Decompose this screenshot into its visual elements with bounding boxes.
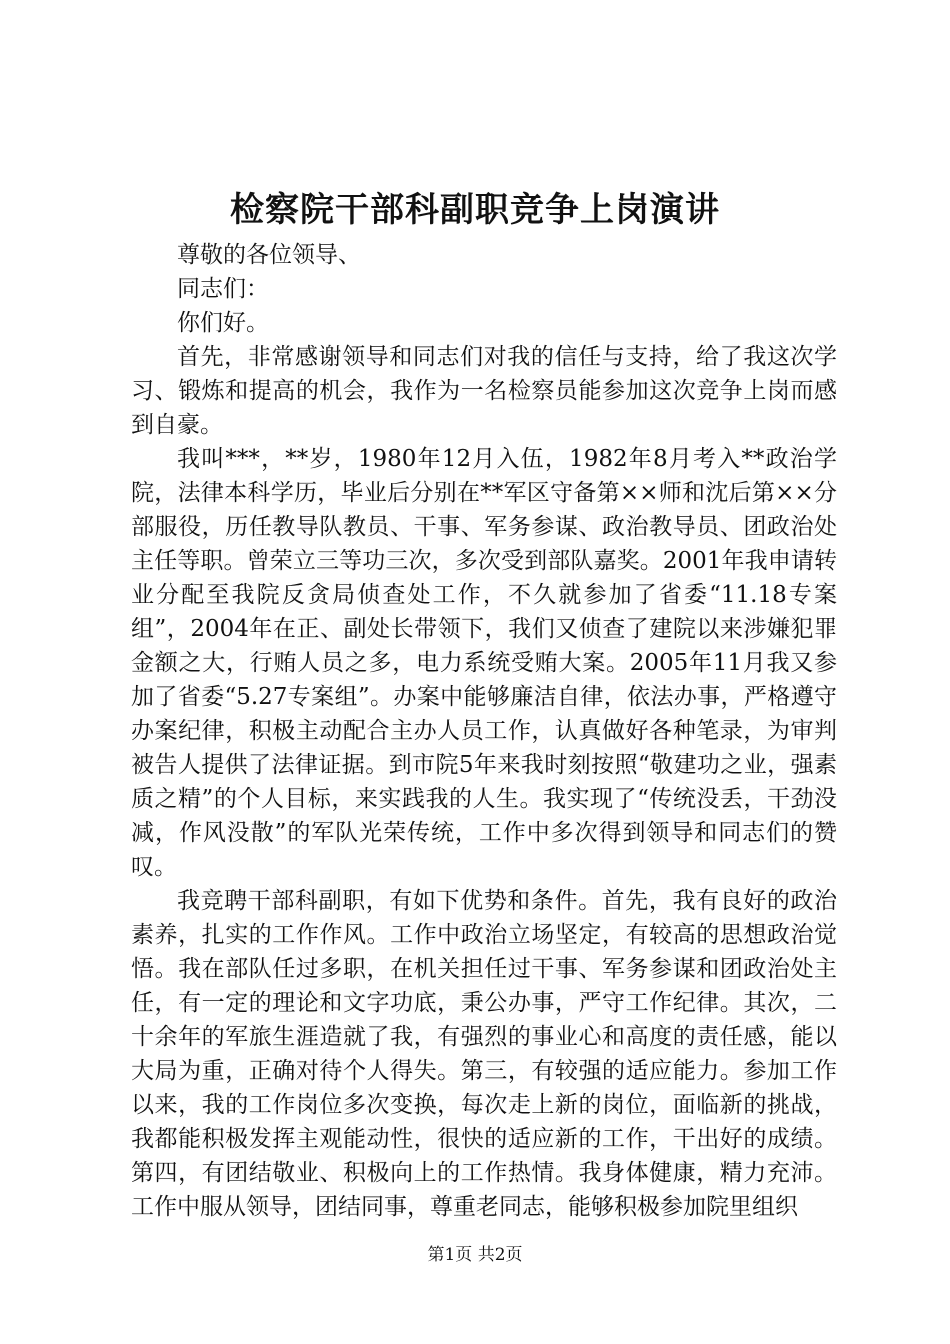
paragraph-background: 我叫***，**岁，1980年12月入伍，1982年8月考入**政治学院，法律本科学历，毕业后分别在**军区守备第××师和沈后第××分部服役，历任教导队教员、干事、军务参谋、政治教导员、团政治处主任等职。曾荣立三等功三次，多次受到部队嘉奖。2001年我申请转业分配至我院反贪局侦查处工作，不久就参加了省委“11.18专案组”，2004年在正、副处长带领下，我们又侦查了建院以来涉嫌犯罪金额之大，行贿人员之多，电力系统受贿大案。2005年11月我又参加了省委“5.27专案组”。办案中能够廉洁自律，依法办事，严格遵守办案纪律，积极主动配合主办人员工作，认真做好各种笔录，为审判被告人提供了法律证据。到市院5年来我时刻按照“敬建功之业，强素质之精”的个人目标，来实践我的人生。我实现了“传统没丢，干劲没减，作风没散”的军队光荣传统，工作中多次得到领导和同志们的赞叹。 (131, 446, 837, 880)
paragraph-thanks: 首先，非常感谢领导和同志们对我的信任与支持，给了我这次学习、锻炼和提高的机会，我作为一名检察员能参加这次竞争上岗而感到自豪。 (131, 344, 837, 438)
page-number-footer: 第1页 共2页 (427, 1245, 523, 1265)
greeting-line: 你们好。 (177, 310, 269, 336)
paragraph-strengths: 我竞聘干部科副职，有如下优势和条件。首先，我有良好的政治素养，扎实的工作作风。工作中政治立场坚定，有较高的思想政治觉悟。我在部队任过多职，在机关担任过干事、军务参谋和团政治处主任，有一定的理论和文字功底，秉公办事，严守工作纪律。其次，二十余年的军旅生涯造就了我，有强烈的事业心和高度的责任感，能以大局为重，正确对待个人得失。第三，有较强的适应能力。参加工作以来，我的工作岗位多次变换，每次走上新的岗位，面临新的挑战，我都能积极发挥主观能动性，很快的适应新的工作，干出好的成绩。第四，有团结敬业、积极向上的工作热情。我身体健康，精力充沛。工作中服从领导，团结同事，尊重老同志，能够积极参加院里组织 (131, 888, 837, 1220)
salutation-line-2: 同志们： (177, 276, 269, 302)
document-body (131, 238, 837, 1224)
document-title: 检察院干部科副职竞争上岗演讲 (230, 190, 720, 230)
salutation-line-1: 尊敬的各位领导、 (177, 242, 361, 268)
